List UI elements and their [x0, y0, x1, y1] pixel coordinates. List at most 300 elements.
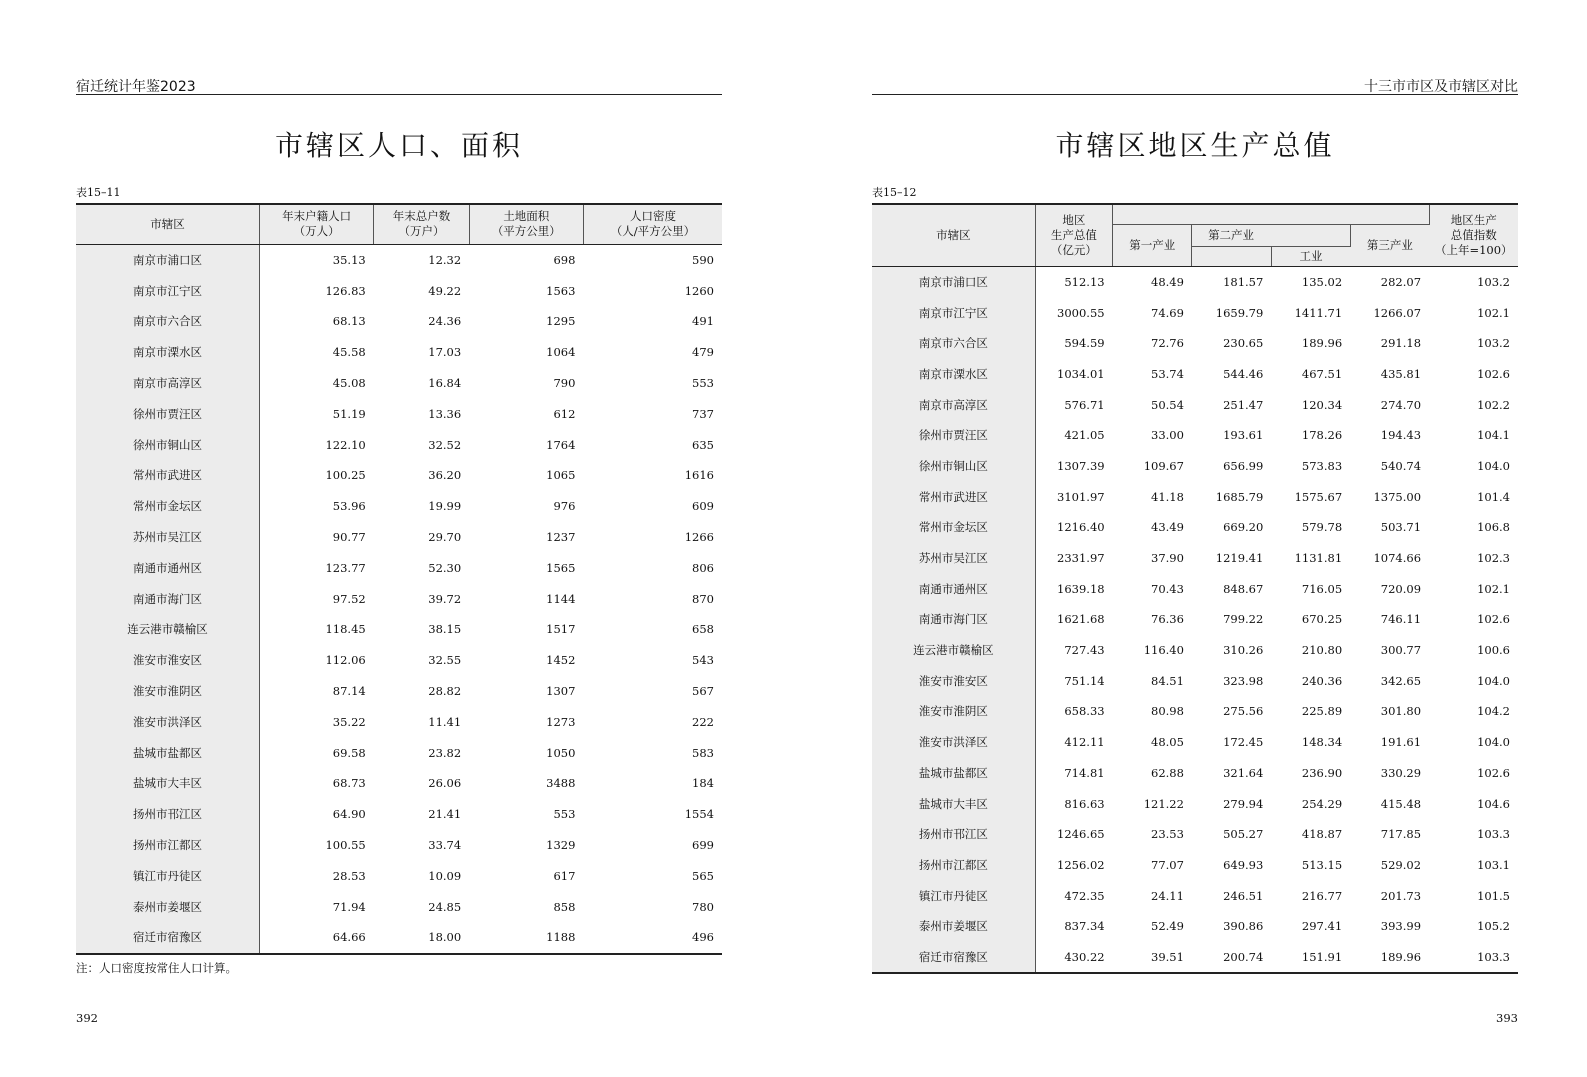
value-cell: 104.0: [1477, 458, 1510, 473]
value-cell: 102.1: [1477, 305, 1510, 320]
table-row: [76, 491, 722, 522]
district-name-cell: 淮安市淮安区: [872, 665, 1035, 696]
value-cell: 64.66: [332, 930, 366, 945]
col-header-population: [260, 204, 374, 244]
value-cell: 1685.79: [1215, 489, 1264, 504]
value-cell: 720.09: [1380, 581, 1422, 596]
value-cell: 103.2: [1477, 336, 1510, 351]
value-cell: 1034.01: [1057, 366, 1105, 381]
col-header-households: [374, 204, 469, 244]
district-name-cell: 南通市海门区: [76, 583, 260, 614]
value-cell: 670.25: [1301, 612, 1343, 627]
district-name-cell: 徐州市贾汪区: [872, 420, 1035, 451]
table-row: [872, 819, 1518, 850]
value-cell: 123.77: [325, 560, 366, 575]
col-header-unit: （人/平方公里）: [610, 224, 696, 239]
value-cell: 609: [692, 499, 714, 514]
value-cell: 1074.66: [1373, 551, 1422, 566]
value-cell: 102.6: [1477, 366, 1510, 381]
district-name-cell: 盐城市大丰区: [872, 788, 1035, 819]
value-cell: 816.63: [1064, 796, 1105, 811]
value-cell: 300.77: [1380, 643, 1422, 658]
value-cell: 17.03: [428, 345, 462, 360]
value-cell: 1144: [546, 591, 576, 606]
value-cell: 412.11: [1064, 735, 1105, 750]
value-cell: 135.02: [1301, 274, 1343, 289]
col-header-industry: [1271, 246, 1350, 266]
value-cell: 109.67: [1143, 458, 1184, 473]
value-cell: 50.54: [1151, 397, 1184, 412]
district-name-cell: 苏州市吴江区: [872, 543, 1035, 574]
value-cell: 10.09: [428, 868, 462, 883]
value-cell: 21.41: [428, 807, 462, 822]
district-name-cell: 宿迁市宿豫区: [872, 942, 1035, 974]
value-cell: 33.00: [1151, 428, 1184, 443]
table-row: [872, 880, 1518, 911]
value-cell: 540.74: [1380, 458, 1422, 473]
table-row: [872, 665, 1518, 696]
district-name-cell: 淮安市洪泽区: [872, 727, 1035, 758]
value-cell: 70.43: [1151, 581, 1184, 596]
district-name-cell: 淮安市淮阴区: [872, 696, 1035, 727]
value-cell: 291.18: [1380, 336, 1422, 351]
table-row: [76, 768, 722, 799]
value-cell: 1216.40: [1057, 520, 1105, 535]
value-cell: 148.34: [1301, 735, 1343, 750]
district-name-cell: 盐城市盐都区: [76, 737, 260, 768]
table-row: [76, 398, 722, 429]
value-cell: 699: [692, 838, 714, 853]
district-name-cell: 淮安市淮阴区: [76, 676, 260, 707]
table-header: [872, 204, 1518, 266]
value-cell: 576.71: [1064, 397, 1105, 412]
col-header-text: 年末总户数: [392, 209, 451, 224]
table-row: [872, 481, 1518, 512]
table-row: [872, 297, 1518, 328]
col-header-index: [1429, 204, 1518, 266]
value-cell: 479: [692, 345, 714, 360]
value-cell: 191.61: [1380, 735, 1422, 750]
value-cell: 1764: [546, 437, 576, 452]
value-cell: 1266: [684, 530, 714, 545]
page-title: 市辖区地区生产总值: [1055, 129, 1335, 162]
value-cell: 1295: [546, 314, 576, 329]
district-name-cell: 宿迁市宿豫区: [76, 922, 260, 954]
value-cell: 282.07: [1380, 274, 1422, 289]
value-cell: 1050: [546, 745, 576, 760]
value-cell: 594.59: [1064, 336, 1105, 351]
value-cell: 45.58: [332, 345, 366, 360]
value-cell: 48.49: [1151, 274, 1184, 289]
value-cell: 24.85: [428, 899, 462, 914]
table-row: [872, 420, 1518, 451]
value-cell: 11.41: [428, 714, 462, 729]
table-row: [872, 727, 1518, 758]
value-cell: 230.65: [1223, 336, 1264, 351]
value-cell: 24.36: [428, 314, 462, 329]
district-name-cell: 扬州市江都区: [76, 830, 260, 861]
value-cell: 1639.18: [1057, 581, 1105, 596]
col-header-text: 人口密度: [629, 209, 676, 224]
col-header-text: 工业: [1299, 248, 1323, 263]
district-name-cell: 淮安市淮安区: [76, 645, 260, 676]
value-cell: 301.80: [1380, 704, 1422, 719]
col-header-text: 第一产业: [1129, 237, 1176, 252]
page-number: 393: [1496, 1011, 1518, 1025]
value-cell: 32.52: [428, 437, 462, 452]
value-cell: 342.65: [1380, 673, 1422, 688]
value-cell: 39.51: [1151, 949, 1184, 964]
table-row: [872, 758, 1518, 789]
value-cell: 103.3: [1477, 949, 1510, 964]
page-number: 392: [76, 1011, 98, 1025]
value-cell: 669.20: [1223, 520, 1264, 535]
table-note: 注：人口密度按常住人口计算。: [76, 961, 237, 975]
value-cell: 16.84: [428, 376, 462, 391]
value-cell: 246.51: [1223, 888, 1264, 903]
value-cell: 297.41: [1301, 919, 1343, 934]
col-header-unit: （上年=100）: [1434, 242, 1513, 257]
population-area-table: [76, 203, 722, 955]
district-name-cell: 南通市通州区: [872, 573, 1035, 604]
table-row: [76, 922, 722, 954]
value-cell: 100.6: [1477, 643, 1510, 658]
table-row: [76, 891, 722, 922]
value-cell: 118.45: [325, 622, 366, 637]
table-row: [76, 429, 722, 460]
value-cell: 737: [692, 406, 714, 421]
value-cell: 69.58: [332, 745, 366, 760]
col-header-secondary: [1192, 224, 1350, 246]
value-cell: 435.81: [1380, 366, 1422, 381]
table-row: [872, 512, 1518, 543]
value-cell: 216.77: [1301, 888, 1343, 903]
table-row: [76, 552, 722, 583]
value-cell: 36.20: [428, 468, 462, 483]
value-cell: 210.80: [1301, 643, 1343, 658]
table-row: [872, 389, 1518, 420]
value-cell: 430.22: [1064, 949, 1105, 964]
value-cell: 53.96: [332, 499, 366, 514]
value-cell: 1563: [546, 283, 576, 298]
value-cell: 52.49: [1151, 919, 1184, 934]
value-cell: 201.73: [1380, 888, 1422, 903]
table-row: [872, 573, 1518, 604]
value-cell: 52.30: [428, 560, 462, 575]
district-name-cell: 常州市武进区: [76, 460, 260, 491]
value-cell: 1565: [546, 560, 576, 575]
value-cell: 24.11: [1151, 888, 1184, 903]
value-cell: 717.85: [1380, 827, 1422, 842]
value-cell: 512.13: [1064, 274, 1105, 289]
value-cell: 193.61: [1223, 428, 1264, 443]
value-cell: 496: [692, 930, 714, 945]
value-cell: 172.45: [1223, 735, 1264, 750]
value-cell: 579.78: [1301, 520, 1343, 535]
gdp-table: [872, 203, 1518, 974]
value-cell: 1064: [546, 345, 576, 360]
value-cell: 323.98: [1223, 673, 1264, 688]
table-number: 表15–11: [76, 186, 121, 199]
table-row: [76, 460, 722, 491]
value-cell: 976: [553, 499, 576, 514]
value-cell: 41.18: [1151, 489, 1184, 504]
value-cell: 32.55: [428, 653, 462, 668]
value-cell: 33.74: [428, 838, 462, 853]
value-cell: 472.35: [1064, 888, 1105, 903]
value-cell: 19.99: [428, 499, 462, 514]
value-cell: 1452: [546, 653, 576, 668]
value-cell: 491: [692, 314, 714, 329]
district-name-cell: 苏州市吴江区: [76, 522, 260, 553]
table-row: [76, 275, 722, 306]
district-name-cell: 徐州市贾汪区: [76, 398, 260, 429]
table-row: [76, 522, 722, 553]
value-cell: 393.99: [1380, 919, 1422, 934]
district-name-cell: 泰州市姜堰区: [76, 891, 260, 922]
value-cell: 35.13: [332, 252, 366, 267]
value-cell: 799.22: [1223, 612, 1264, 627]
value-cell: 26.06: [428, 776, 462, 791]
value-cell: 1307.39: [1057, 458, 1105, 473]
value-cell: 189.96: [1301, 336, 1343, 351]
value-cell: 553: [692, 376, 714, 391]
value-cell: 80.98: [1151, 704, 1184, 719]
value-cell: 1237: [546, 530, 576, 545]
value-cell: 13.36: [428, 406, 462, 421]
district-name-cell: 南京市浦口区: [76, 244, 260, 275]
district-name-cell: 盐城市大丰区: [76, 768, 260, 799]
table-row: [872, 543, 1518, 574]
value-cell: 103.2: [1477, 274, 1510, 289]
value-cell: 714.81: [1064, 765, 1105, 780]
table-row: [872, 788, 1518, 819]
table-row: [872, 850, 1518, 881]
value-cell: 1517: [546, 622, 576, 637]
value-cell: 112.06: [325, 653, 366, 668]
value-cell: 513.15: [1301, 857, 1343, 872]
col-header-text: 市辖区: [150, 216, 185, 231]
table-row: [76, 799, 722, 830]
value-cell: 421.05: [1064, 428, 1105, 443]
table-header: [76, 204, 722, 244]
value-cell: 279.94: [1223, 796, 1264, 811]
district-name-cell: 南京市江宁区: [872, 297, 1035, 328]
value-cell: 3000.55: [1057, 305, 1105, 320]
value-cell: 49.22: [428, 283, 462, 298]
district-name-cell: 常州市金坛区: [76, 491, 260, 522]
value-cell: 222: [692, 714, 714, 729]
value-cell: 1260: [684, 283, 714, 298]
value-cell: 102.2: [1477, 397, 1510, 412]
value-cell: 18.00: [428, 930, 462, 945]
value-cell: 28.82: [428, 684, 462, 699]
value-cell: 1329: [546, 838, 576, 853]
value-cell: 104.0: [1477, 673, 1510, 688]
table-row: [76, 306, 722, 337]
value-cell: 120.34: [1301, 397, 1343, 412]
book-title: 宿迁统计年鉴2023: [76, 79, 196, 95]
value-cell: 3101.97: [1057, 489, 1105, 504]
col-header-unit: （万人）: [293, 224, 340, 239]
table-row: [872, 635, 1518, 666]
col-header-text: 市辖区: [936, 227, 971, 242]
value-cell: 28.53: [332, 868, 366, 883]
district-name-cell: 镇江市丹徒区: [76, 860, 260, 891]
district-name-cell: 南京市浦口区: [872, 266, 1035, 297]
value-cell: 236.90: [1301, 765, 1343, 780]
col-header-text: 第三产业: [1366, 237, 1413, 252]
value-cell: 29.70: [428, 530, 462, 545]
value-cell: 122.10: [325, 437, 366, 452]
value-cell: 617: [553, 868, 576, 883]
value-cell: 1273: [546, 714, 576, 729]
value-cell: 194.43: [1380, 428, 1422, 443]
value-cell: 2331.97: [1057, 551, 1105, 566]
value-cell: 780: [692, 899, 714, 914]
district-name-cell: 盐城市盐都区: [872, 758, 1035, 789]
value-cell: 612: [553, 406, 576, 421]
value-cell: 1256.02: [1057, 857, 1105, 872]
col-header-text: 地区生产: [1450, 212, 1497, 227]
value-cell: 727.43: [1064, 643, 1105, 658]
chapter-title: 十三市市区及市辖区对比: [1364, 79, 1518, 95]
col-header-text: 土地面积: [503, 209, 550, 224]
value-cell: 104.1: [1477, 428, 1510, 443]
value-cell: 68.13: [332, 314, 366, 329]
col-header-text: 总值指数: [1450, 227, 1497, 242]
value-cell: 505.27: [1223, 827, 1264, 842]
value-cell: 12.32: [428, 252, 462, 267]
value-cell: 1554: [684, 807, 714, 822]
value-cell: 1246.65: [1057, 827, 1105, 842]
value-cell: 553: [553, 807, 576, 822]
table-body: [872, 266, 1518, 973]
value-cell: 53.74: [1151, 366, 1184, 381]
district-name-cell: 扬州市江都区: [872, 850, 1035, 881]
value-cell: 51.19: [332, 406, 366, 421]
value-cell: 126.83: [325, 283, 366, 298]
running-header: [76, 76, 722, 95]
col-header-secondary-total: [1192, 246, 1271, 266]
value-cell: 102.6: [1477, 612, 1510, 627]
value-cell: 38.15: [428, 622, 462, 637]
table-row: [76, 645, 722, 676]
district-name-cell: 淮安市洪泽区: [76, 706, 260, 737]
value-cell: 62.88: [1151, 765, 1184, 780]
value-cell: 503.71: [1380, 520, 1422, 535]
table-number: 表15–12: [872, 186, 917, 199]
table-row: [76, 614, 722, 645]
value-cell: 100.25: [325, 468, 366, 483]
value-cell: 103.3: [1477, 827, 1510, 842]
district-name-cell: 扬州市邗江区: [872, 819, 1035, 850]
district-name-cell: 镇江市丹徒区: [872, 880, 1035, 911]
value-cell: 102.6: [1477, 765, 1510, 780]
value-cell: 658: [692, 622, 714, 637]
value-cell: 565: [692, 868, 714, 883]
value-cell: 87.14: [332, 684, 366, 699]
value-cell: 590: [692, 252, 714, 267]
value-cell: 635: [692, 437, 714, 452]
value-cell: 321.64: [1223, 765, 1264, 780]
col-header-unit: （平方公里）: [491, 224, 561, 239]
value-cell: 48.05: [1151, 735, 1184, 750]
value-cell: 102.3: [1477, 551, 1510, 566]
district-name-cell: 南京市溧水区: [872, 359, 1035, 390]
district-name-cell: 南通市通州区: [76, 552, 260, 583]
running-header: [872, 76, 1518, 95]
value-cell: 84.51: [1151, 673, 1184, 688]
value-cell: 567: [692, 684, 714, 699]
value-cell: 1188: [546, 930, 576, 945]
table-row: [76, 337, 722, 368]
table-row: [76, 737, 722, 768]
value-cell: 415.48: [1380, 796, 1422, 811]
value-cell: 275.56: [1223, 704, 1264, 719]
value-cell: 64.90: [332, 807, 366, 822]
value-cell: 68.73: [332, 776, 366, 791]
value-cell: 1307: [546, 684, 576, 699]
col-header-tertiary: [1350, 224, 1429, 266]
table-row: [872, 266, 1518, 297]
value-cell: 1219.41: [1215, 551, 1264, 566]
value-cell: 103.1: [1477, 857, 1510, 872]
table-body: [76, 244, 722, 954]
col-header-text: 地区: [1062, 212, 1086, 227]
col-header-unit: （万户）: [398, 224, 445, 239]
value-cell: 418.87: [1301, 827, 1343, 842]
col-header-primary: [1113, 224, 1192, 266]
value-cell: 121.22: [1143, 796, 1184, 811]
value-cell: 104.0: [1477, 735, 1510, 750]
col-header-density: [583, 204, 722, 244]
district-name-cell: 南京市高淳区: [872, 389, 1035, 420]
value-cell: 181.57: [1223, 274, 1264, 289]
district-name-cell: 南京市六合区: [76, 306, 260, 337]
district-name-cell: 南通市海门区: [872, 604, 1035, 635]
value-cell: 254.29: [1301, 796, 1343, 811]
district-name-cell: 常州市金坛区: [872, 512, 1035, 543]
col-header-industry-group: [1113, 204, 1429, 224]
value-cell: 716.05: [1301, 581, 1343, 596]
value-cell: 39.72: [428, 591, 462, 606]
value-cell: 23.82: [428, 745, 462, 760]
value-cell: 790: [553, 376, 576, 391]
district-name-cell: 连云港市赣榆区: [76, 614, 260, 645]
table-row: [872, 604, 1518, 635]
value-cell: 658.33: [1064, 704, 1105, 719]
value-cell: 45.08: [332, 376, 366, 391]
value-cell: 102.1: [1477, 581, 1510, 596]
table-row: [872, 359, 1518, 390]
value-cell: 74.69: [1151, 305, 1184, 320]
value-cell: 390.86: [1223, 919, 1264, 934]
value-cell: 35.22: [332, 714, 366, 729]
col-header-unit: （亿元）: [1050, 242, 1097, 257]
district-name-cell: 泰州市姜堰区: [872, 911, 1035, 942]
value-cell: 837.34: [1064, 919, 1105, 934]
value-cell: 529.02: [1380, 857, 1422, 872]
value-cell: 746.11: [1380, 612, 1422, 627]
table-row: [76, 583, 722, 614]
value-cell: 573.83: [1301, 458, 1343, 473]
value-cell: 1621.68: [1057, 612, 1105, 627]
value-cell: 870: [692, 591, 714, 606]
right-page: [872, 0, 1518, 1077]
value-cell: 583: [692, 745, 714, 760]
district-name-cell: 南京市江宁区: [76, 275, 260, 306]
